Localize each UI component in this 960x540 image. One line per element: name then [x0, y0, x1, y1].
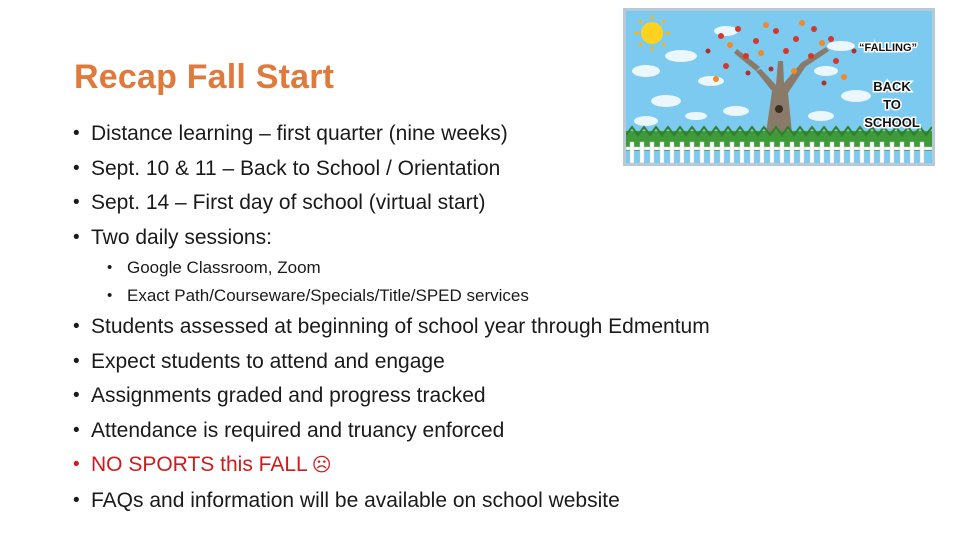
bullet-item: • Distance learning – first quarter (nine weeks) — [74, 117, 508, 152]
bullet-item: • Expect students to attend and engage — [74, 345, 710, 380]
tree-hole — [775, 105, 783, 113]
sub-bullet-list — [105, 254, 529, 310]
page-title: Recap Fall Start — [74, 58, 335, 96]
bullet-list-top — [74, 117, 508, 255]
falling-back-to-school-poster — [623, 8, 935, 166]
poster-line3: TO — [883, 97, 901, 112]
bullet-item: • FAQs and information will be available on school website — [74, 484, 710, 519]
bullet-item: • Attendance is required and truancy enforced — [74, 414, 710, 449]
bullet-item: • Two daily sessions: — [74, 221, 508, 256]
bullet-item: • Assignments graded and progress tracked — [74, 379, 710, 414]
bullet-text: NO SPORTS this FALL — [91, 453, 308, 476]
poster-line2: BACK — [873, 79, 911, 94]
poster-line4: SCHOOL — [864, 115, 920, 130]
bullet-list-bottom — [74, 310, 710, 518]
sub-bullet-item: • Google Classroom, Zoom — [105, 254, 529, 282]
poster-illustration — [626, 11, 932, 163]
frown-face-icon: ☹ — [311, 455, 332, 476]
bullet-item-no-sports — [74, 448, 710, 484]
bullet-item: • Sept. 14 – First day of school (virtual start) — [74, 186, 508, 221]
bullet-item: • Sept. 10 & 11 – Back to School / Orientation — [74, 152, 508, 187]
bullet-item: • Students assessed at beginning of school year through Edmentum — [74, 310, 710, 345]
sub-bullet-item: • Exact Path/Courseware/Specials/Title/SPED services — [105, 282, 529, 310]
poster-line1: “FALLING” — [858, 42, 918, 54]
